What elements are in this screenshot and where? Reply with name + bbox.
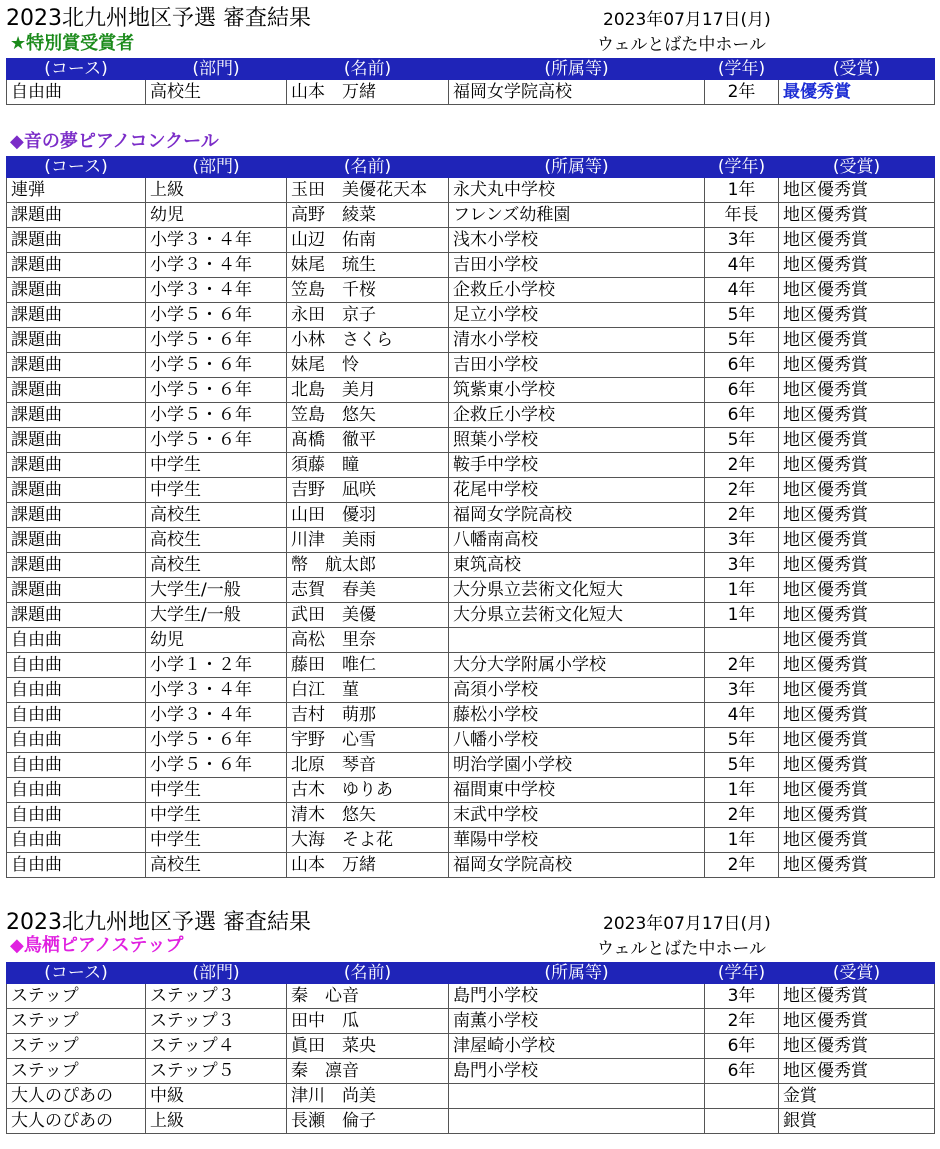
- category-cell: 高校生: [146, 503, 287, 528]
- grade-cell: 1年: [705, 578, 779, 603]
- table-row: [7, 403, 935, 428]
- column-header-affiliation: (所属等): [449, 963, 705, 984]
- special-award-section-title: ★特別賞受賞者: [10, 33, 135, 54]
- affiliation-cell: 藤松小学校: [449, 703, 705, 728]
- award-cell: 地区優秀賞: [779, 528, 935, 553]
- grade-cell: 1年: [705, 828, 779, 853]
- course-cell: ステップ: [7, 1059, 146, 1084]
- affiliation-cell: フレンズ幼稚園: [449, 203, 705, 228]
- award-cell: 地区優秀賞: [779, 678, 935, 703]
- category-cell: 小学５・６年: [146, 378, 287, 403]
- category-cell: 小学５・６年: [146, 428, 287, 453]
- column-header-name: (名前): [287, 963, 449, 984]
- grade-cell: 6年: [705, 403, 779, 428]
- affiliation-cell: 福岡女学院高校: [449, 80, 705, 105]
- grade-cell: 1年: [705, 603, 779, 628]
- affiliation-cell: 永犬丸中学校: [449, 178, 705, 203]
- table-row: [7, 528, 935, 553]
- name-cell: 小林 さくら: [287, 328, 449, 353]
- grade-cell: 3年: [705, 553, 779, 578]
- name-cell: 笠島 千桜: [287, 278, 449, 303]
- column-header-category: (部門): [146, 59, 287, 80]
- award-cell: 地区優秀賞: [779, 603, 935, 628]
- award-cell: 地区優秀賞: [779, 253, 935, 278]
- category-cell: 中学生: [146, 828, 287, 853]
- concours-section-title: ◆音の夢ピアノコンクール: [10, 131, 219, 152]
- affiliation-cell: [449, 1109, 705, 1134]
- column-header-award: (受賞): [779, 157, 935, 178]
- table-row: [7, 853, 935, 878]
- category-cell: ステップ３: [146, 984, 287, 1009]
- name-cell: 妹尾 琉生: [287, 253, 449, 278]
- table-row: [7, 203, 935, 228]
- table-row: [7, 703, 935, 728]
- course-cell: 課題曲: [7, 428, 146, 453]
- category-cell: 上級: [146, 178, 287, 203]
- name-cell: 吉野 凪咲: [287, 478, 449, 503]
- course-cell: 連弾: [7, 178, 146, 203]
- name-cell: 北原 琴音: [287, 753, 449, 778]
- name-cell: 笠島 悠矢: [287, 403, 449, 428]
- award-cell: 地区優秀賞: [779, 353, 935, 378]
- column-header-name: (名前): [287, 157, 449, 178]
- course-cell: 課題曲: [7, 253, 146, 278]
- affiliation-cell: 大分県立芸術文化短大: [449, 603, 705, 628]
- category-cell: 中学生: [146, 803, 287, 828]
- affiliation-cell: 福岡女学院高校: [449, 853, 705, 878]
- name-cell: 高松 里奈: [287, 628, 449, 653]
- course-cell: ステップ: [7, 1009, 146, 1034]
- grade-cell: 4年: [705, 703, 779, 728]
- course-cell: 課題曲: [7, 603, 146, 628]
- grade-cell: 2年: [705, 478, 779, 503]
- table-row: [7, 503, 935, 528]
- name-cell: 幣 航太郎: [287, 553, 449, 578]
- table-row: [7, 1109, 935, 1134]
- table-row: [7, 1084, 935, 1109]
- grade-cell: [705, 1084, 779, 1109]
- category-cell: 中級: [146, 1084, 287, 1109]
- table-row: [7, 228, 935, 253]
- award-cell: 地区優秀賞: [779, 378, 935, 403]
- affiliation-cell: 企救丘小学校: [449, 278, 705, 303]
- category-cell: 小学５・６年: [146, 353, 287, 378]
- category-cell: 中学生: [146, 478, 287, 503]
- name-cell: 須藤 瞳: [287, 453, 449, 478]
- category-cell: 幼児: [146, 628, 287, 653]
- name-cell: 秦 心音: [287, 984, 449, 1009]
- event-date: 2023年07月17日(月): [603, 914, 771, 934]
- category-cell: 中学生: [146, 453, 287, 478]
- table-row: [7, 984, 935, 1009]
- course-cell: 課題曲: [7, 503, 146, 528]
- award-cell: 地区優秀賞: [779, 628, 935, 653]
- category-cell: 小学３・４年: [146, 278, 287, 303]
- grade-cell: 2年: [705, 853, 779, 878]
- course-cell: 課題曲: [7, 353, 146, 378]
- award-cell: 地区優秀賞: [779, 403, 935, 428]
- column-header-course: (コース): [7, 157, 146, 178]
- grade-cell: 3年: [705, 984, 779, 1009]
- grade-cell: [705, 1109, 779, 1134]
- grade-cell: 3年: [705, 528, 779, 553]
- name-cell: 北島 美月: [287, 378, 449, 403]
- course-cell: 課題曲: [7, 328, 146, 353]
- award-cell: 地区優秀賞: [779, 703, 935, 728]
- affiliation-cell: 浅木小学校: [449, 228, 705, 253]
- affiliation-cell: 南薫小学校: [449, 1009, 705, 1034]
- category-cell: 小学５・６年: [146, 403, 287, 428]
- name-cell: 山本 万緒: [287, 853, 449, 878]
- column-header-affiliation: (所属等): [449, 59, 705, 80]
- name-cell: 白江 菫: [287, 678, 449, 703]
- course-cell: 自由曲: [7, 753, 146, 778]
- affiliation-cell: 津屋崎小学校: [449, 1034, 705, 1059]
- category-cell: 高校生: [146, 853, 287, 878]
- name-cell: 志賀 春美: [287, 578, 449, 603]
- award-cell: 地区優秀賞: [779, 328, 935, 353]
- course-cell: 大人のぴあの: [7, 1109, 146, 1134]
- affiliation-cell: 福間東中学校: [449, 778, 705, 803]
- category-cell: 大学生/一般: [146, 578, 287, 603]
- affiliation-cell: 末武中学校: [449, 803, 705, 828]
- award-cell: 地区優秀賞: [779, 728, 935, 753]
- course-cell: 自由曲: [7, 80, 146, 105]
- table-row: [7, 1034, 935, 1059]
- category-cell: 小学５・６年: [146, 328, 287, 353]
- affiliation-cell: 花尾中学校: [449, 478, 705, 503]
- affiliation-cell: 福岡女学院高校: [449, 503, 705, 528]
- table-row: [7, 628, 935, 653]
- table-row: [7, 828, 935, 853]
- name-cell: 山田 優羽: [287, 503, 449, 528]
- award-cell: 地区優秀賞: [779, 303, 935, 328]
- affiliation-cell: 島門小学校: [449, 1059, 705, 1084]
- table-row: [7, 478, 935, 503]
- name-cell: 吉村 萌那: [287, 703, 449, 728]
- category-cell: 小学３・４年: [146, 703, 287, 728]
- name-cell: 大海 そよ花: [287, 828, 449, 853]
- grade-cell: 2年: [705, 803, 779, 828]
- category-cell: 上級: [146, 1109, 287, 1134]
- column-header-grade: (学年): [705, 963, 779, 984]
- table-row: [7, 303, 935, 328]
- column-header-award: (受賞): [779, 963, 935, 984]
- award-cell: 地区優秀賞: [779, 803, 935, 828]
- name-cell: 田中 瓜: [287, 1009, 449, 1034]
- table-row: [7, 80, 935, 105]
- category-cell: ステップ４: [146, 1034, 287, 1059]
- category-cell: ステップ５: [146, 1059, 287, 1084]
- table-row: [7, 278, 935, 303]
- grade-cell: 4年: [705, 278, 779, 303]
- table-row: [7, 1059, 935, 1084]
- award-cell: 地区優秀賞: [779, 778, 935, 803]
- award-cell: 地区優秀賞: [779, 553, 935, 578]
- name-cell: 長瀬 倫子: [287, 1109, 449, 1134]
- name-cell: 妹尾 怜: [287, 353, 449, 378]
- column-header-award: (受賞): [779, 59, 935, 80]
- table-row: [7, 453, 935, 478]
- table-row: [7, 553, 935, 578]
- award-cell: 地区優秀賞: [779, 653, 935, 678]
- affiliation-cell: 企救丘小学校: [449, 403, 705, 428]
- grade-cell: 2年: [705, 653, 779, 678]
- column-header-course: (コース): [7, 963, 146, 984]
- special-award-table: [6, 58, 935, 105]
- name-cell: 古木 ゆりあ: [287, 778, 449, 803]
- course-cell: 自由曲: [7, 803, 146, 828]
- course-cell: 大人のぴあの: [7, 1084, 146, 1109]
- page-title: 2023北九州地区予選 審査結果: [6, 6, 311, 31]
- category-cell: 小学５・６年: [146, 303, 287, 328]
- grade-cell: 5年: [705, 728, 779, 753]
- table-row: [7, 328, 935, 353]
- category-cell: 小学５・６年: [146, 753, 287, 778]
- affiliation-cell: 吉田小学校: [449, 353, 705, 378]
- category-cell: 幼児: [146, 203, 287, 228]
- course-cell: 自由曲: [7, 703, 146, 728]
- award-cell: 地区優秀賞: [779, 1059, 935, 1084]
- category-cell: 高校生: [146, 80, 287, 105]
- name-cell: 清木 悠矢: [287, 803, 449, 828]
- award-cell: 地区優秀賞: [779, 228, 935, 253]
- affiliation-cell: 八幡南高校: [449, 528, 705, 553]
- affiliation-cell: 吉田小学校: [449, 253, 705, 278]
- event-venue: ウェルとばた中ホール: [597, 939, 766, 959]
- course-cell: 自由曲: [7, 678, 146, 703]
- affiliation-cell: 鞍手中学校: [449, 453, 705, 478]
- award-cell: 地区優秀賞: [779, 1034, 935, 1059]
- column-header-affiliation: (所属等): [449, 157, 705, 178]
- table-row: [7, 1009, 935, 1034]
- award-cell: 地区優秀賞: [779, 578, 935, 603]
- course-cell: 自由曲: [7, 653, 146, 678]
- category-cell: 小学１・２年: [146, 653, 287, 678]
- affiliation-cell: 島門小学校: [449, 984, 705, 1009]
- category-cell: 小学３・４年: [146, 678, 287, 703]
- table-row: [7, 678, 935, 703]
- grade-cell: 5年: [705, 753, 779, 778]
- affiliation-cell: 照葉小学校: [449, 428, 705, 453]
- table-row: [7, 653, 935, 678]
- category-cell: 高校生: [146, 528, 287, 553]
- category-cell: 高校生: [146, 553, 287, 578]
- award-cell: 銀賞: [779, 1109, 935, 1134]
- course-cell: 課題曲: [7, 553, 146, 578]
- award-cell: 地区優秀賞: [779, 478, 935, 503]
- award-cell: 地区優秀賞: [779, 503, 935, 528]
- name-cell: 山本 万緒: [287, 80, 449, 105]
- column-header-grade: (学年): [705, 59, 779, 80]
- name-cell: 髙橋 徹平: [287, 428, 449, 453]
- column-header-name: (名前): [287, 59, 449, 80]
- course-cell: 課題曲: [7, 228, 146, 253]
- course-cell: ステップ: [7, 984, 146, 1009]
- event-date: 2023年07月17日(月): [603, 10, 771, 30]
- name-cell: 川津 美雨: [287, 528, 449, 553]
- grade-cell: 4年: [705, 253, 779, 278]
- category-cell: 大学生/一般: [146, 603, 287, 628]
- category-cell: 小学３・４年: [146, 228, 287, 253]
- category-cell: 小学３・４年: [146, 253, 287, 278]
- table-row: [7, 603, 935, 628]
- event-venue: ウェルとばた中ホール: [597, 35, 766, 55]
- course-cell: 自由曲: [7, 853, 146, 878]
- affiliation-cell: [449, 628, 705, 653]
- grade-cell: 5年: [705, 303, 779, 328]
- affiliation-cell: [449, 1084, 705, 1109]
- affiliation-cell: 高須小学校: [449, 678, 705, 703]
- table-row: [7, 378, 935, 403]
- course-cell: 課題曲: [7, 578, 146, 603]
- affiliation-cell: 八幡小学校: [449, 728, 705, 753]
- grade-cell: 2年: [705, 453, 779, 478]
- name-cell: 山辺 佑南: [287, 228, 449, 253]
- name-cell: 武田 美優: [287, 603, 449, 628]
- award-cell: 地区優秀賞: [779, 753, 935, 778]
- course-cell: 課題曲: [7, 203, 146, 228]
- grade-cell: 年長: [705, 203, 779, 228]
- table-row: [7, 253, 935, 278]
- grade-cell: 2年: [705, 1009, 779, 1034]
- grade-cell: 5年: [705, 328, 779, 353]
- column-header-grade: (学年): [705, 157, 779, 178]
- table-row: [7, 578, 935, 603]
- grade-cell: 3年: [705, 228, 779, 253]
- award-cell: 地区優秀賞: [779, 1009, 935, 1034]
- award-cell: 地区優秀賞: [779, 178, 935, 203]
- name-cell: 秦 凛音: [287, 1059, 449, 1084]
- grade-cell: 3年: [705, 678, 779, 703]
- grade-cell: 2年: [705, 80, 779, 105]
- column-header-course: (コース): [7, 59, 146, 80]
- name-cell: 藤田 唯仁: [287, 653, 449, 678]
- affiliation-cell: 明治学園小学校: [449, 753, 705, 778]
- affiliation-cell: 大分県立芸術文化短大: [449, 578, 705, 603]
- award-cell: 地区優秀賞: [779, 453, 935, 478]
- table-row: [7, 728, 935, 753]
- name-cell: 高野 綾菜: [287, 203, 449, 228]
- course-cell: 課題曲: [7, 278, 146, 303]
- grade-cell: 6年: [705, 353, 779, 378]
- name-cell: 宇野 心雪: [287, 728, 449, 753]
- name-cell: 眞田 菜央: [287, 1034, 449, 1059]
- table-row: [7, 753, 935, 778]
- award-cell: 地区優秀賞: [779, 984, 935, 1009]
- grade-cell: 1年: [705, 778, 779, 803]
- course-cell: 課題曲: [7, 478, 146, 503]
- table-row: [7, 428, 935, 453]
- course-cell: 課題曲: [7, 453, 146, 478]
- name-cell: 永田 京子: [287, 303, 449, 328]
- course-cell: 自由曲: [7, 828, 146, 853]
- affiliation-cell: 東筑高校: [449, 553, 705, 578]
- course-cell: 自由曲: [7, 778, 146, 803]
- grade-cell: 2年: [705, 503, 779, 528]
- category-cell: 小学５・６年: [146, 728, 287, 753]
- course-cell: 課題曲: [7, 303, 146, 328]
- award-cell: 金賞: [779, 1084, 935, 1109]
- table-row: [7, 353, 935, 378]
- name-cell: 津川 尚美: [287, 1084, 449, 1109]
- concours-table: [6, 156, 935, 878]
- award-cell: 最優秀賞: [779, 80, 935, 105]
- affiliation-cell: 筑紫東小学校: [449, 378, 705, 403]
- table-row: [7, 178, 935, 203]
- course-cell: 課題曲: [7, 378, 146, 403]
- grade-cell: 1年: [705, 178, 779, 203]
- table-row: [7, 778, 935, 803]
- grade-cell: [705, 628, 779, 653]
- award-cell: 地区優秀賞: [779, 853, 935, 878]
- award-cell: 地区優秀賞: [779, 428, 935, 453]
- name-cell: 玉田 美優花天本: [287, 178, 449, 203]
- table-row: [7, 803, 935, 828]
- affiliation-cell: 華陽中学校: [449, 828, 705, 853]
- award-cell: 地区優秀賞: [779, 828, 935, 853]
- step-section-title: ◆鳥栖ピアノステップ: [10, 935, 184, 956]
- course-cell: 自由曲: [7, 728, 146, 753]
- grade-cell: 5年: [705, 428, 779, 453]
- affiliation-cell: 大分大学附属小学校: [449, 653, 705, 678]
- column-header-category: (部門): [146, 963, 287, 984]
- grade-cell: 6年: [705, 1059, 779, 1084]
- category-cell: ステップ３: [146, 1009, 287, 1034]
- category-cell: 中学生: [146, 778, 287, 803]
- affiliation-cell: 清水小学校: [449, 328, 705, 353]
- course-cell: 課題曲: [7, 528, 146, 553]
- course-cell: ステップ: [7, 1034, 146, 1059]
- grade-cell: 6年: [705, 1034, 779, 1059]
- course-cell: 自由曲: [7, 628, 146, 653]
- page-title: 2023北九州地区予選 審査結果: [6, 910, 311, 935]
- column-header-category: (部門): [146, 157, 287, 178]
- step-table: [6, 962, 935, 1134]
- award-cell: 地区優秀賞: [779, 203, 935, 228]
- affiliation-cell: 足立小学校: [449, 303, 705, 328]
- grade-cell: 6年: [705, 378, 779, 403]
- course-cell: 課題曲: [7, 403, 146, 428]
- award-cell: 地区優秀賞: [779, 278, 935, 303]
